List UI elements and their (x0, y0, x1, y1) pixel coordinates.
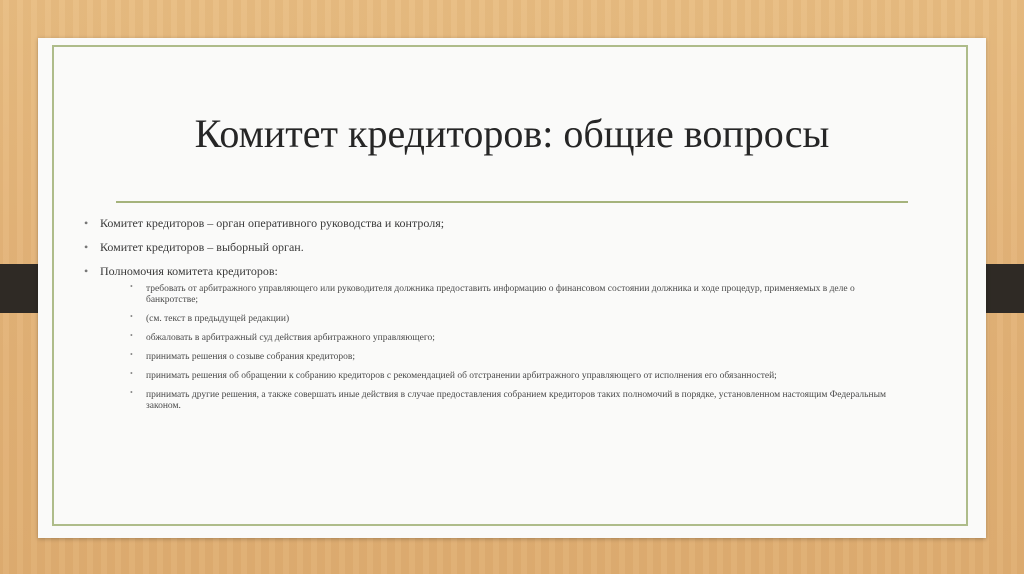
bullet-marker: • (84, 216, 89, 230)
bullet-text: Комитет кредиторов – выборный орган. (100, 240, 304, 254)
bullet-text: Комитет кредиторов – орган оперативного руководства и контроля; (100, 216, 445, 230)
sub-bullet-marker: • (130, 388, 133, 397)
bullet-list (84, 216, 924, 412)
sub-bullet-text: принимать другие решения, а также совершать иные действия в случае предоставления собранием кредиторов таких полномочий в порядке, установленном настоящим Федеральным законом. (146, 390, 886, 411)
slide (38, 38, 986, 538)
slide-title: Комитет кредиторов: общие вопросы (194, 111, 830, 156)
sub-bullet-text: обжаловать в арбитражный суд действия арбитражного управляющего; (146, 333, 435, 343)
sub-bullet-item (130, 371, 906, 382)
sub-bullet-item (130, 284, 906, 306)
bullet-text: Полномочия комитета кредиторов: (100, 264, 278, 278)
sub-bullet-marker: • (130, 331, 133, 340)
sub-bullet-item (130, 333, 906, 344)
bullet-marker: • (84, 240, 89, 254)
slide-content (84, 216, 924, 422)
sub-bullet-item (130, 390, 906, 412)
sub-bullet-marker: • (130, 369, 133, 378)
bullet-marker: • (84, 264, 89, 278)
bullet-item (84, 240, 924, 254)
sub-bullet-text: (см. текст в предыдущей редакции) (146, 314, 290, 324)
sub-bullet-text: принимать решения об обращении к собранию кредиторов с рекомендацией об отстранении арбитражного управляющего от исполнения его обязанностей; (146, 371, 777, 381)
sub-bullet-item (130, 314, 906, 325)
sub-bullet-item (130, 352, 906, 363)
bullet-item (84, 216, 924, 230)
bullet-item (84, 264, 924, 412)
sub-bullet-list (100, 284, 924, 412)
sub-bullet-text: требовать от арбитражного управляющего или руководителя должника предоставить информацию о финансовом состоянии должника и ходе процедур, применяемых в деле о банкротстве; (146, 284, 855, 305)
sub-bullet-marker: • (130, 282, 133, 291)
sub-bullet-text: принимать решения о созыве собрания кредиторов; (146, 352, 355, 362)
title-underline (116, 201, 908, 203)
sub-bullet-marker: • (130, 350, 133, 359)
sub-bullet-marker: • (130, 312, 133, 321)
